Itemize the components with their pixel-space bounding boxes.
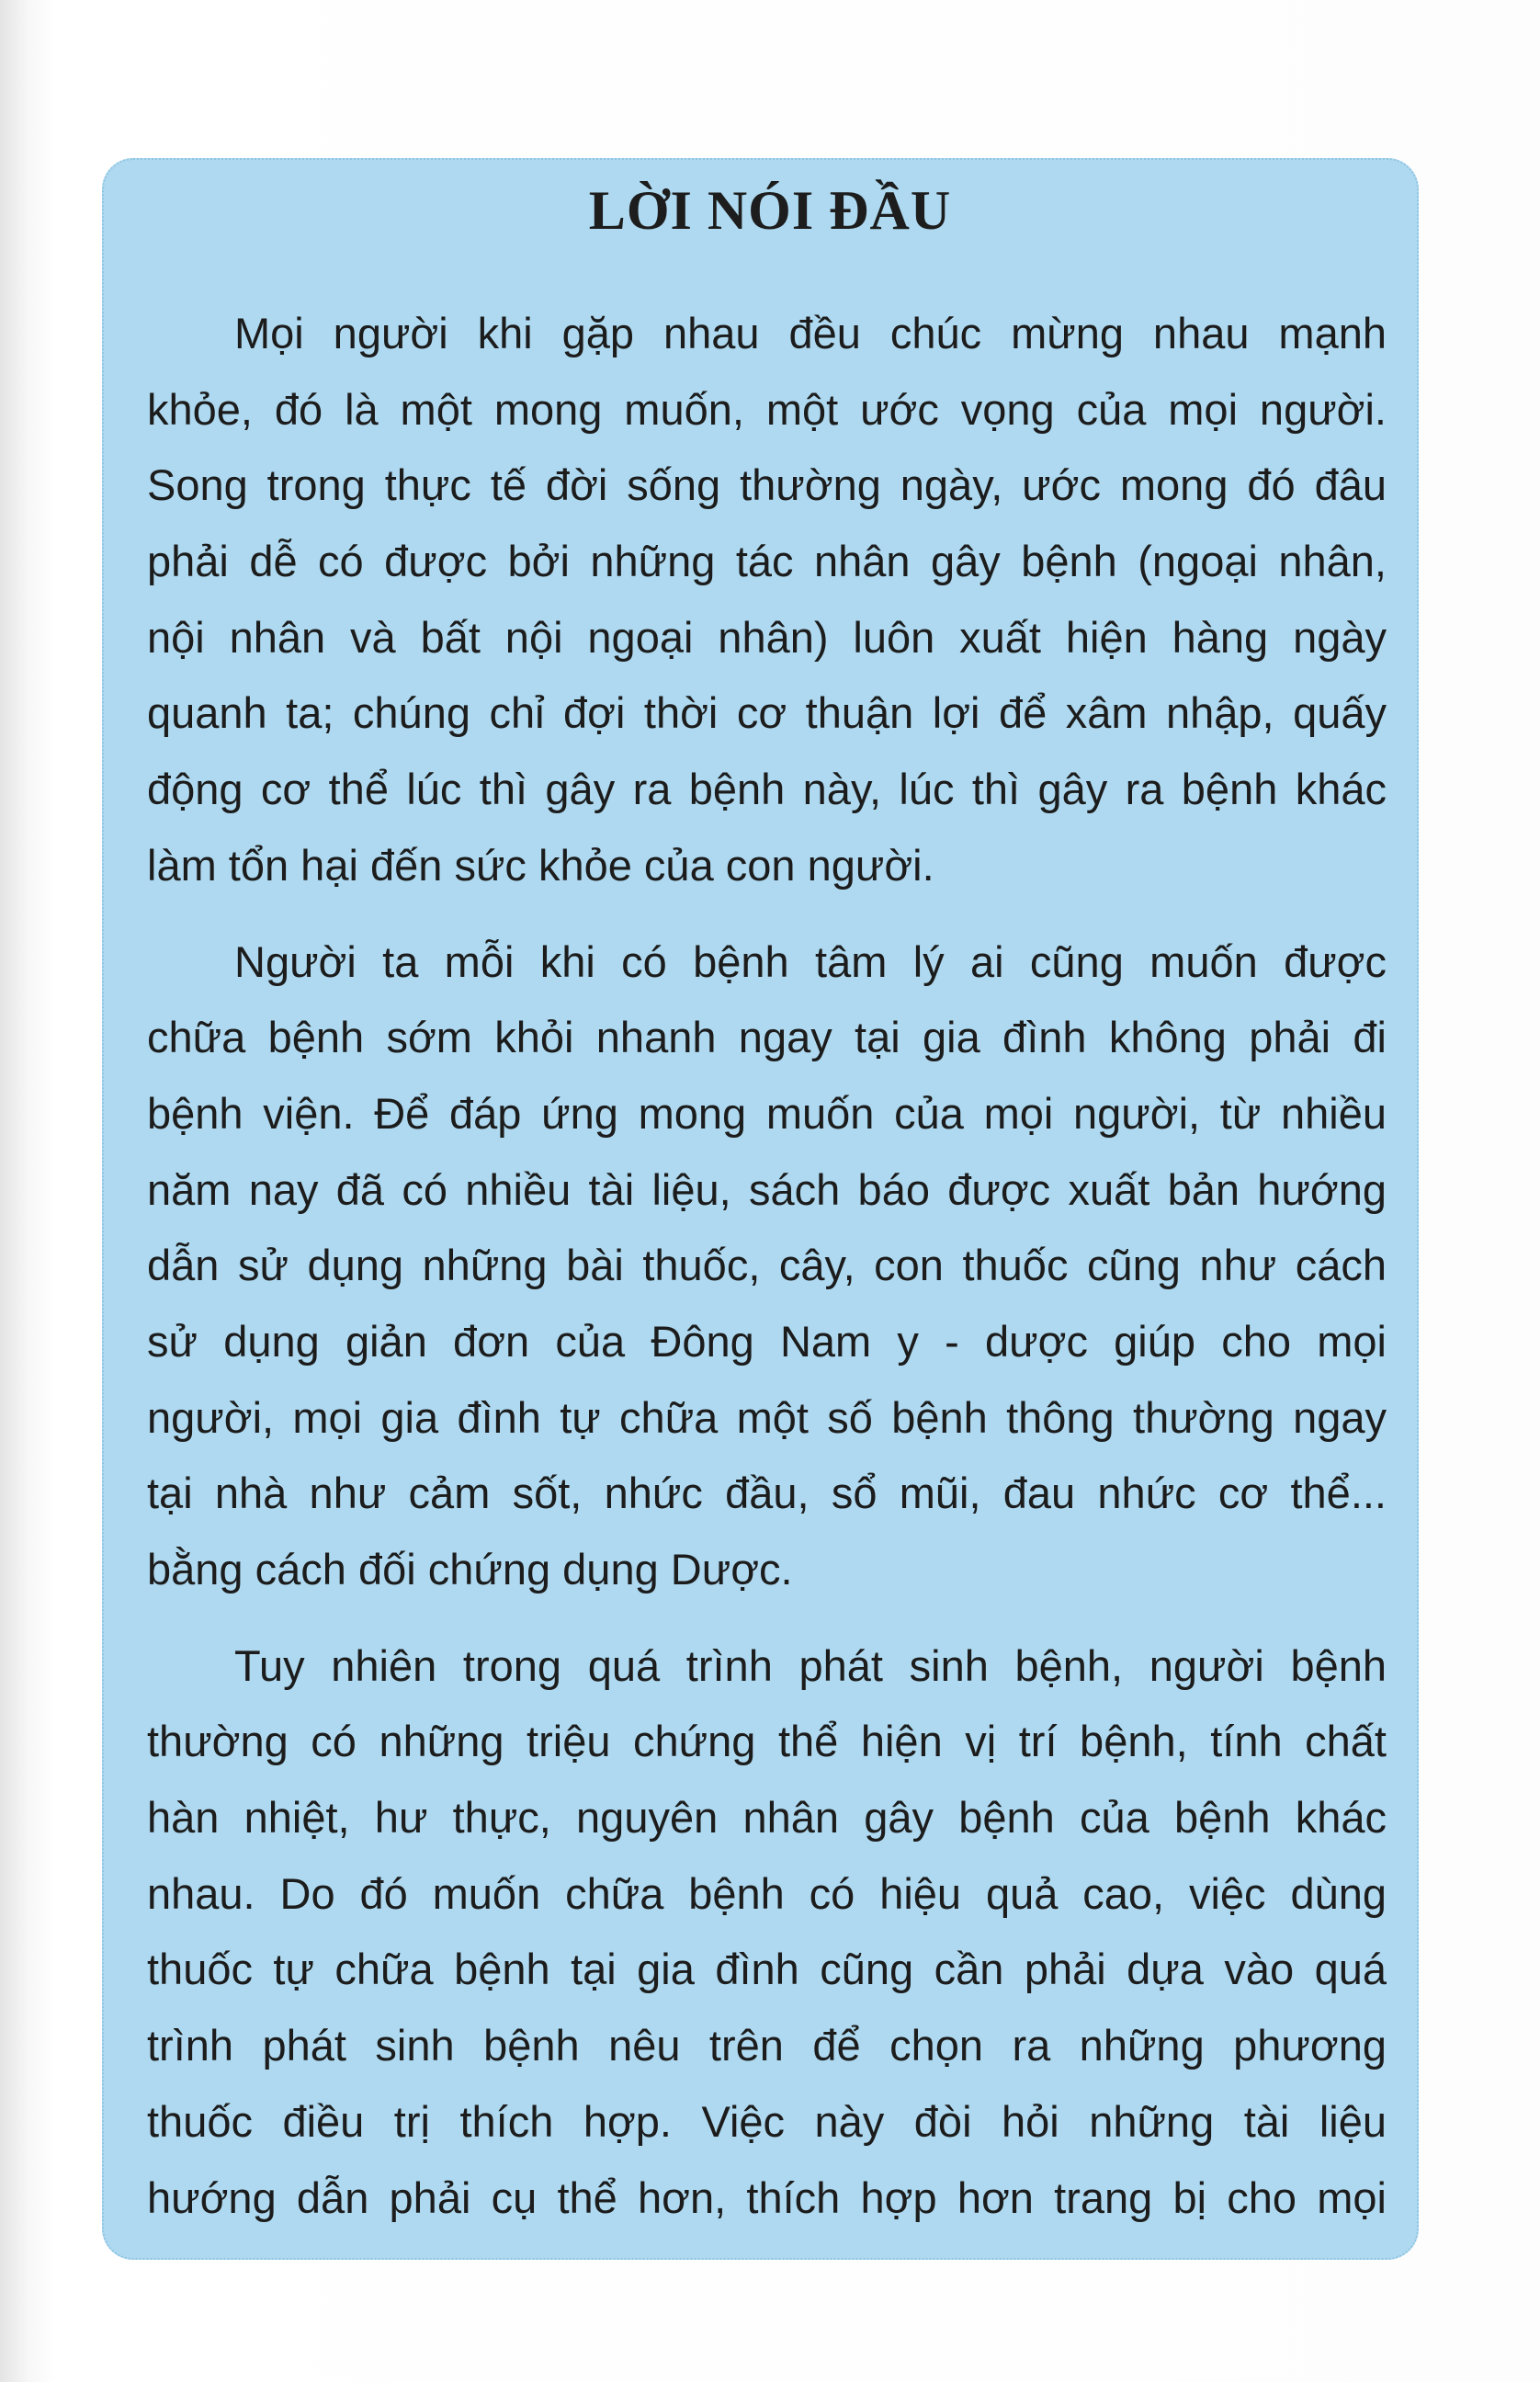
text-line: Song trong thực tế đời sống thường ngày, ước mong đó đâu (147, 460, 1387, 510)
text-line: thuốc điều trị thích hợp. Việc này đòi hỏi những tài liệu (147, 2096, 1387, 2146)
paragraph (147, 296, 1387, 904)
text-line: sử dụng giản đơn của Đông Nam y - dược giúp cho mọi (147, 1316, 1387, 1366)
preface-body (147, 296, 1387, 2256)
text-line: trình phát sinh bệnh nêu trên để chọn ra những phương (147, 2021, 1387, 2070)
text-line: quanh ta; chúng chỉ đợi thời cơ thuận lợi để xâm nhập, quấy (147, 688, 1387, 738)
page-title: LỜI NÓI ĐẦU (588, 180, 952, 241)
text-line: thường có những triệu chứng thể hiện vị trí bệnh, tính chất (147, 1717, 1387, 1766)
text-line: người, mọi gia đình tự chữa một số bệnh thông thường ngay (147, 1392, 1387, 1442)
text-line: nội nhân và bất nội ngoại nhân) luôn xuất hiện hàng ngày (147, 612, 1387, 662)
text-line: năm nay đã có nhiều tài liệu, sách báo được xuất bản hướng (147, 1164, 1387, 1214)
text-line: hướng dẫn phải cụ thể hơn, thích hợp hơn trang bị cho mọi (147, 2172, 1387, 2222)
text-line: Tuy nhiên trong quá trình phát sinh bệnh, người bệnh (234, 1640, 1387, 1690)
text-line: bằng cách đối chứng dụng Dược. (147, 1545, 793, 1594)
text-line: thuốc tự chữa bệnh tại gia đình cũng cần phải dựa vào quá (147, 1945, 1387, 1994)
paragraph (147, 924, 1387, 1608)
text-line: Mọi người khi gặp nhau đều chúc mừng nhau mạnh (234, 309, 1387, 357)
text-line: động cơ thể lúc thì gây ra bệnh này, lúc thì gây ra bệnh khác (147, 765, 1387, 814)
text-line: tại nhà như cảm sốt, nhức đầu, sổ mũi, đau nhức cơ thể... (147, 1469, 1387, 1518)
text-line: bệnh viện. Để đáp ứng mong muốn của mọi người, từ nhiều (147, 1088, 1387, 1138)
text-line: nhau. Do đó muốn chữa bệnh có hiệu quả cao, việc dùng (147, 1868, 1387, 1918)
text-line: khỏe, đó là một mong muốn, một ước vọng của mọi người. (147, 384, 1387, 434)
paragraph (147, 1628, 1387, 2237)
text-line: hàn nhiệt, hư thực, nguyên nhân gây bệnh của bệnh khác (147, 1793, 1387, 1843)
text-line: phải dễ có được bởi những tác nhân gây bệnh (ngoại nhân, (147, 537, 1387, 586)
text-line: dẫn sử dụng những bài thuốc, cây, con thuốc cũng như cách (147, 1241, 1387, 1290)
text-line: chữa bệnh sớm khỏi nhanh ngay tại gia đình không phải đi (147, 1013, 1387, 1062)
text-line: làm tổn hại đến sức khỏe của con người. (147, 840, 934, 890)
text-line: Người ta mỗi khi có bệnh tâm lý ai cũng muốn được (234, 936, 1387, 986)
